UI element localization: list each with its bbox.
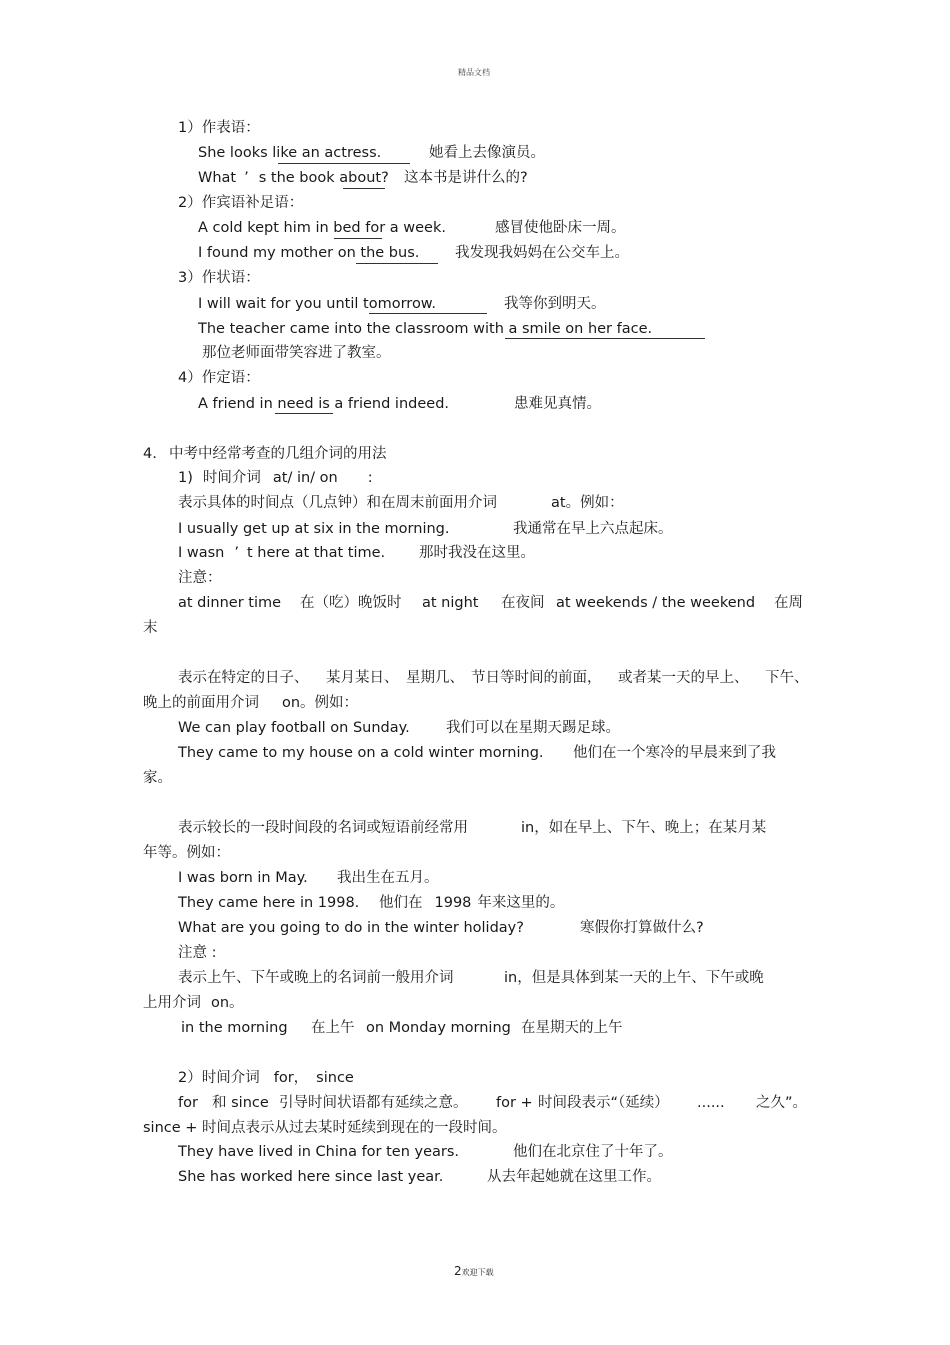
example-sentence — [178, 543, 385, 563]
example-sentence: The teacher came into the classroom with a smile on her face. — [198, 321, 653, 337]
subheading-for-since — [178, 1068, 354, 1088]
answer-underline — [356, 263, 438, 264]
paragraph: 年等。例如： — [143, 845, 230, 861]
text-fragment: What — [198, 170, 237, 186]
note-item: 在上午 — [311, 1020, 355, 1036]
example-sentence: I was born in May. — [178, 870, 308, 886]
example-sentence: A cold kept him in bed for a week. — [198, 220, 446, 236]
translation: 我通常在早上六点起床。 — [513, 521, 673, 537]
note-item: at night — [422, 595, 479, 611]
paragraph: in，但是具体到某一天的上午、下午或晚 — [504, 970, 764, 986]
heading-adverbial: 3）作状语： — [178, 270, 260, 286]
text-fragment: t here at that time. — [246, 545, 386, 561]
translation: 我发现我妈妈在公交车上。 — [455, 245, 629, 261]
paragraph: 表示较长的一段时间段的名词或短语前经常用 — [178, 820, 468, 836]
text-fragment: I wasn — [178, 545, 225, 561]
text-fragment: ’ — [244, 170, 249, 186]
example-sentence: I usually get up at six in the morning. — [178, 521, 450, 537]
heading-object-complement: 2）作宾语补足语： — [178, 195, 304, 211]
translation: 那位老师面带笑容进了教室。 — [202, 345, 391, 361]
translation — [379, 893, 564, 913]
page-header: 精品文档 — [458, 68, 490, 77]
text-fragment: 他们在 — [379, 895, 423, 911]
answer-underline — [369, 313, 487, 314]
section-title: 中考中经常考查的几组介词的用法 — [169, 446, 387, 462]
paragraph: 某月某日、 — [326, 670, 399, 686]
text-fragment: 1998 — [434, 895, 472, 911]
translation: 我等你到明天。 — [504, 296, 606, 312]
translation: 我出生在五月。 — [337, 870, 439, 886]
paragraph: in，如在早上、下午、晚上；在某月某 — [521, 820, 767, 836]
text-fragment: ’ — [234, 545, 239, 561]
paragraph: for — [178, 1095, 198, 1111]
paragraph: 表示上午、下午或晚上的名词前一般用介词 — [178, 970, 454, 986]
paragraph: ...... — [697, 1095, 725, 1111]
paragraph: 和 since — [212, 1095, 269, 1111]
heading-predicative: 1）作表语： — [178, 120, 260, 136]
example-sentence: She has worked here since last year. — [178, 1169, 444, 1185]
text-fragment: s the book about? — [258, 170, 389, 186]
text-fragment: 1) — [178, 470, 193, 486]
note-item: 末 — [143, 620, 158, 636]
text-fragment: 2）时间介词 — [178, 1070, 260, 1086]
example-sentence: I will wait for you until tomorrow. — [198, 296, 436, 312]
answer-underline — [505, 338, 705, 339]
paragraph: for + — [496, 1095, 533, 1111]
translation: 她看上去像演员。 — [429, 145, 545, 161]
note-item: 在（吃）晚饭时 — [300, 595, 402, 611]
note-label: 注意： — [178, 570, 222, 586]
note-label: 注意 : — [178, 945, 217, 961]
example-sentence: They have lived in China for ten years. — [178, 1144, 460, 1160]
text-fragment: since — [316, 1070, 354, 1086]
text-fragment: 年来这里的。 — [477, 895, 565, 911]
paragraph: 时间点表示从过去某时延续到现在的一段时间。 — [202, 1120, 507, 1136]
translation: 家。 — [143, 770, 172, 786]
note-item: 在周 — [774, 595, 803, 611]
text-fragment: at — [551, 495, 566, 511]
paragraph: 之久”。 — [756, 1095, 808, 1111]
text-fragment: 上用介词 — [143, 995, 201, 1011]
note-item: at dinner time — [178, 595, 282, 611]
paragraph: 节日等时间的前面， — [471, 670, 602, 686]
note-item: 在夜间 — [501, 595, 545, 611]
note-item: on Monday morning — [366, 1020, 511, 1036]
page-number: 2 — [454, 1264, 462, 1278]
paragraph: 星期几、 — [406, 670, 464, 686]
paragraph: 晚上的前面用介词 — [143, 695, 259, 711]
note-item: in the morning — [181, 1020, 288, 1036]
example-sentence: They came here in 1998. — [178, 895, 360, 911]
paragraph: since + — [143, 1120, 198, 1136]
text-fragment: at/ in/ on — [272, 470, 338, 486]
answer-underline — [334, 238, 382, 239]
translation: 这本书是讲什么的? — [404, 170, 528, 186]
example-sentence: I found my mother on the bus. — [198, 245, 420, 261]
example-sentence: They came to my house on a cold winter morning. — [178, 745, 544, 761]
paragraph: 表示具体的时间点（几点钟）和在周末前面用介词 — [178, 495, 497, 511]
footer-text: 欢迎下载 — [461, 1268, 494, 1277]
heading-attributive: 4）作定语： — [178, 370, 260, 386]
translation: 那时我没在这里。 — [419, 545, 535, 561]
paragraph — [551, 493, 624, 513]
text-fragment: on。 — [211, 995, 244, 1011]
text-fragment: 。例如： — [565, 495, 624, 511]
paragraph: 时间段表示“（延续） — [538, 1095, 669, 1111]
example-sentence: A friend in need is a friend indeed. — [198, 396, 450, 412]
paragraph: 下午、 — [765, 670, 809, 686]
paragraph — [143, 993, 244, 1013]
paragraph: on。例如： — [282, 695, 359, 711]
paragraph: 表示在特定的日子、 — [178, 670, 309, 686]
paragraph: 或者某一天的早上、 — [618, 670, 749, 686]
page-footer — [454, 1260, 494, 1279]
example-sentence: She looks like an actress. — [198, 145, 382, 161]
translation: 他们在一个寒冷的早晨来到了我 — [573, 745, 776, 761]
section-number: 4. — [143, 446, 157, 462]
subheading-time-prepositions — [178, 468, 373, 488]
text-fragment: for， — [273, 1070, 309, 1086]
translation: 从去年起她就在这里工作。 — [487, 1169, 661, 1185]
note-item: 在星期天的上午 — [521, 1020, 623, 1036]
translation: 我们可以在星期天踢足球。 — [446, 720, 620, 736]
translation: 感冒使他卧床一周。 — [495, 220, 626, 236]
text-fragment: 时间介词 — [202, 470, 261, 486]
note-item: at weekends / the weekend — [556, 595, 756, 611]
example-sentence: We can play football on Sunday. — [178, 720, 410, 736]
answer-underline — [275, 413, 333, 414]
example-sentence: What are you going to do in the winter holiday? — [178, 920, 524, 936]
text-fragment: : — [367, 470, 373, 486]
translation: 患难见真情。 — [514, 396, 601, 412]
translation: 他们在北京住了十年了。 — [513, 1144, 673, 1160]
answer-underline — [343, 188, 385, 189]
answer-underline — [278, 163, 410, 164]
example-sentence — [198, 168, 389, 188]
paragraph: 引导时间状语都有延续之意。 — [279, 1095, 468, 1111]
translation: 寒假你打算做什么? — [580, 920, 704, 936]
